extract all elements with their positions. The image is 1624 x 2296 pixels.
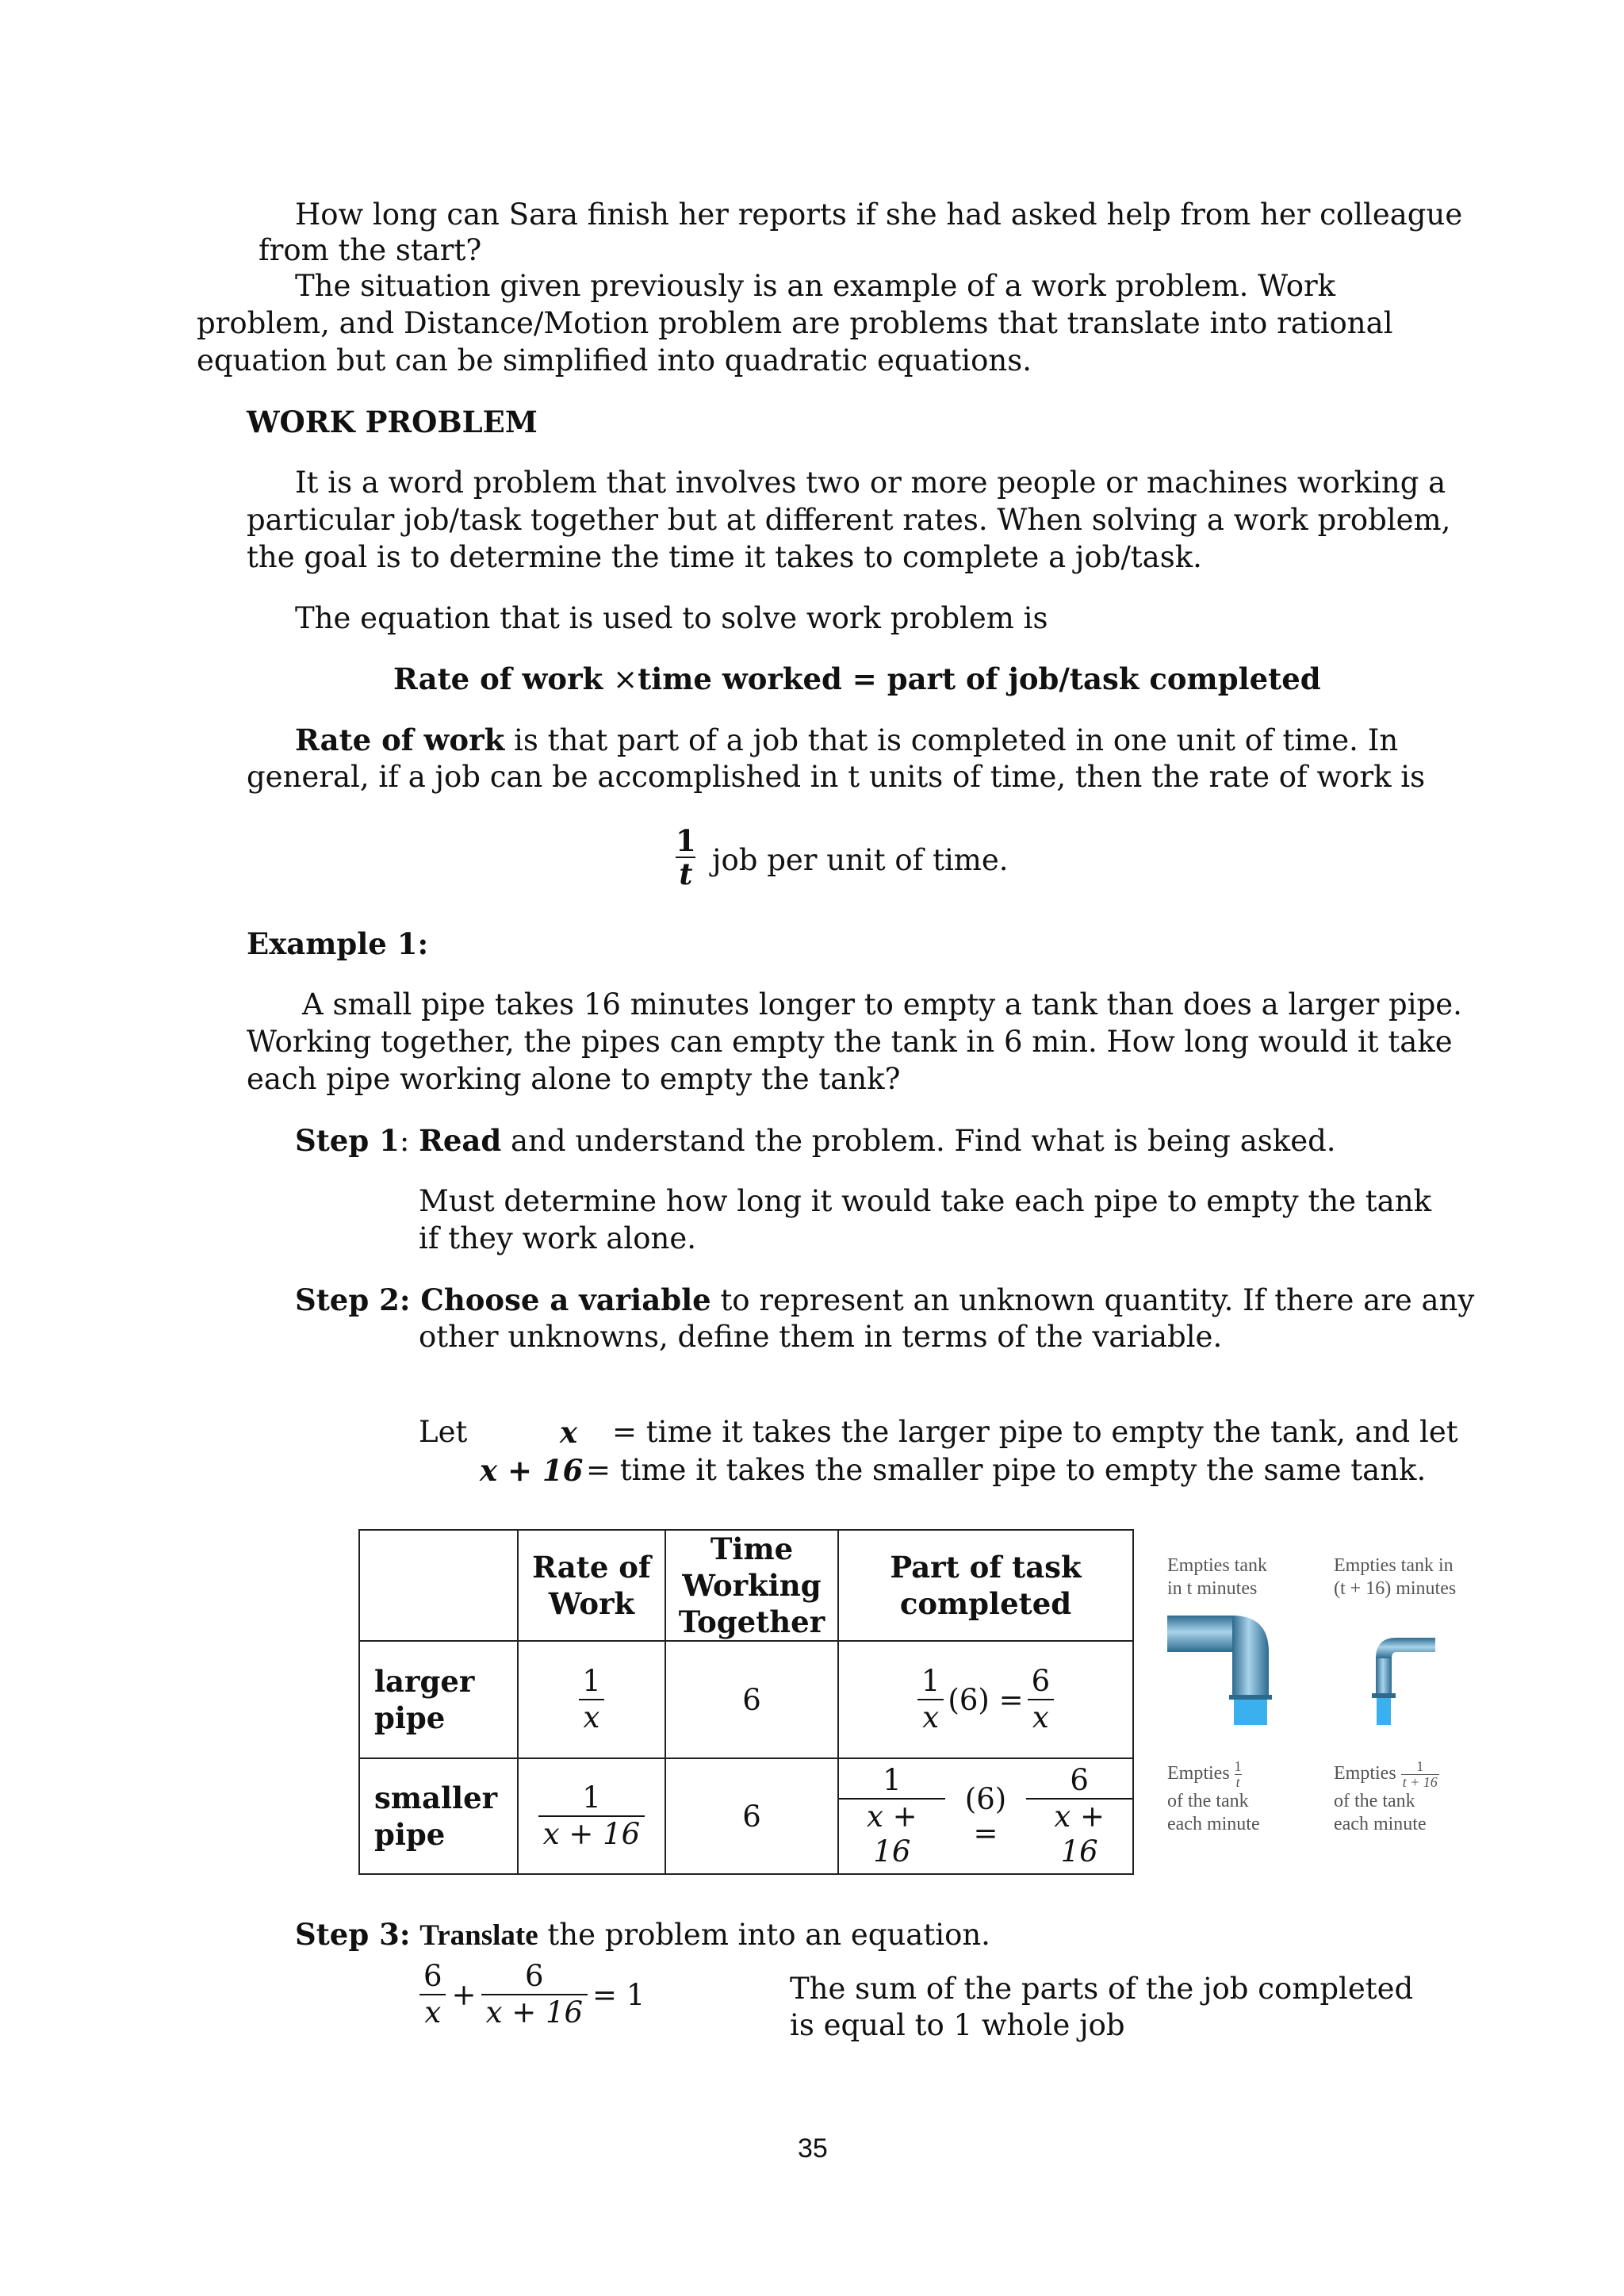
- header-rate: [518, 1530, 665, 1641]
- small-pipe-water: [1377, 1698, 1391, 1725]
- equation-fraction: [419, 1959, 447, 2030]
- caption-line: [1334, 1759, 1439, 1790]
- large-pipe-elbow: [1232, 1616, 1269, 1652]
- fraction-denominator: x: [917, 1699, 944, 1735]
- work-table: [358, 1529, 1134, 1875]
- rate-unit-text: job per unit of time.: [712, 843, 1009, 877]
- let-word: Let: [419, 1415, 468, 1449]
- fraction-denominator: x + 16: [1026, 1798, 1132, 1869]
- result-fraction: [1027, 1664, 1055, 1735]
- step3: [295, 1915, 990, 1955]
- smaller-pipe-part: [838, 1758, 1133, 1874]
- fraction-denominator: x + 16: [839, 1798, 945, 1869]
- equals-one: = 1: [592, 1977, 645, 2012]
- multiply-six: (6) =: [964, 1782, 1007, 1850]
- fraction-numerator: 1: [883, 1763, 902, 1797]
- rate-fraction: [577, 1664, 606, 1735]
- large-pipe-horizontal: [1167, 1616, 1232, 1652]
- fraction-numerator: 1: [1234, 1758, 1242, 1774]
- header-time-line: Working: [682, 1568, 822, 1603]
- part-fraction: [839, 1763, 945, 1869]
- row-label-smaller-pipe: [359, 1758, 518, 1874]
- fraction-numerator: 1: [1416, 1758, 1424, 1774]
- caption-line: of the tank: [1334, 1791, 1415, 1811]
- equation-intro: The equation that is used to solve work problem is: [295, 601, 1048, 635]
- caption-line: (t + 16) minutes: [1334, 1578, 1457, 1599]
- fraction-denominator: t + 16: [1402, 1774, 1438, 1790]
- fraction-numerator: 1: [676, 823, 696, 858]
- fraction-numerator: 6: [525, 1959, 544, 1993]
- large-pipe-icon: [1167, 1616, 1272, 1725]
- formula-left: Rate of work: [393, 661, 603, 696]
- equation-explanation: is equal to 1 whole job: [790, 2008, 1125, 2042]
- caption-fraction: [1401, 1759, 1439, 1790]
- step1-colon: :: [399, 1124, 410, 1158]
- fraction-denominator: x: [579, 1699, 605, 1735]
- caption-word: Empties: [1334, 1763, 1396, 1784]
- definition-line: It is a word problem that involves two or more people or machines working a: [295, 466, 1446, 500]
- header-rate-line: Work: [548, 1586, 635, 1621]
- plus-sign: +: [451, 1977, 477, 2012]
- row-label-line: larger: [374, 1664, 475, 1699]
- fraction-denominator: x + 16: [481, 1994, 588, 2030]
- pipe-figure: [1158, 1606, 1491, 1725]
- larger-pipe-part: [838, 1641, 1133, 1758]
- figure-caption: [1167, 1759, 1260, 1836]
- step1-keyword: Read: [419, 1123, 502, 1158]
- row-label-line: pipe: [374, 1700, 446, 1735]
- part-expression: [839, 1763, 1132, 1869]
- part-fraction: [917, 1664, 945, 1735]
- header-part-line: completed: [899, 1586, 1072, 1621]
- row-label-larger-pipe: [359, 1641, 518, 1758]
- caption-fraction: [1235, 1759, 1242, 1790]
- example-line: A small pipe takes 16 minutes longer to empty a tank than does a larger pipe.: [302, 987, 1462, 1022]
- fraction-numerator: 1: [582, 1664, 601, 1698]
- definition-line: particular job/task together but at different rates. When solving a work problem,: [247, 503, 1451, 537]
- header-part-line: Part of task: [890, 1550, 1082, 1585]
- fraction-numerator: 6: [1031, 1664, 1051, 1698]
- fraction-denominator: t: [1235, 1774, 1240, 1790]
- step1-label: Step 1: [295, 1123, 400, 1158]
- example-line: Working together, the pipes can empty the tank in 6 min. How long would it take: [247, 1025, 1453, 1059]
- fraction-denominator: x + 16: [538, 1815, 645, 1852]
- step3-keyword: Translate: [419, 1919, 538, 1952]
- variable-x-plus-16: x + 16: [480, 1453, 584, 1488]
- row-label-line: pipe: [374, 1817, 446, 1852]
- rate-definition: [295, 721, 1398, 760]
- rate-of-work-term: Rate of work: [295, 723, 505, 757]
- variable-x: x: [560, 1415, 578, 1450]
- work-formula: [393, 660, 1321, 699]
- step1-detail: if they work alone.: [419, 1221, 697, 1255]
- caption-word: Empties: [1167, 1763, 1230, 1784]
- step2-line: other unknowns, define them in terms of the variable.: [419, 1320, 1223, 1354]
- intro-line: from the start?: [259, 233, 482, 267]
- large-pipe-rim: [1229, 1695, 1272, 1700]
- rate-fraction: [672, 825, 699, 890]
- example-heading: Example 1:: [247, 926, 429, 961]
- small-pipe-vertical: [1376, 1658, 1392, 1695]
- small-pipe-icon: [1372, 1638, 1435, 1725]
- caption-line: [1167, 1759, 1260, 1790]
- step1-detail: Must determine how long it would take each pipe to empty the tank: [419, 1184, 1431, 1218]
- variable-definition: = time it takes the larger pipe to empty the tank, and let: [612, 1415, 1458, 1449]
- large-pipe-water: [1234, 1700, 1267, 1725]
- step2-text: to represent an unknown quantity. If there are any: [720, 1283, 1475, 1317]
- small-pipe-elbow: [1376, 1638, 1435, 1658]
- figure-caption: [1334, 1554, 1456, 1600]
- header-time-line: Together: [678, 1604, 825, 1639]
- multiply-six: (6) =: [948, 1682, 1024, 1717]
- caption-line: Empties tank in: [1334, 1555, 1454, 1576]
- figure-caption: [1334, 1759, 1439, 1836]
- fraction-denominator: t: [676, 857, 695, 890]
- times-sign: ×: [613, 662, 638, 696]
- definition-line: the goal is to determine the time it takes to complete a job/task.: [247, 540, 1202, 574]
- larger-pipe-time: 6: [665, 1641, 838, 1758]
- fraction-numerator: 1: [582, 1780, 601, 1815]
- caption-line: in t minutes: [1167, 1578, 1258, 1599]
- caption-line: Empties tank: [1167, 1555, 1267, 1576]
- part-expression: [917, 1664, 1055, 1735]
- final-equation: [419, 1959, 645, 2030]
- rate-definition-text: is that part of a job that is completed in one unit of time. In: [514, 723, 1399, 757]
- small-pipe-rim: [1372, 1693, 1396, 1698]
- equation-fraction: [481, 1959, 588, 2030]
- fraction-numerator: 6: [1070, 1763, 1089, 1797]
- work-problem-heading: WORK PROBLEM: [247, 404, 538, 439]
- variable-definition: = time it takes the smaller pipe to empty the same tank.: [586, 1453, 1427, 1487]
- step2: [295, 1281, 1474, 1320]
- fraction-denominator: x: [419, 1994, 446, 2030]
- intro-line: equation but can be simplified into quadratic equations.: [197, 343, 1032, 378]
- smaller-pipe-time: 6: [665, 1758, 838, 1874]
- large-pipe-vertical: [1232, 1652, 1269, 1696]
- header-part: [838, 1530, 1133, 1641]
- header-time: [665, 1530, 838, 1641]
- header-rate-line: Rate of: [532, 1550, 651, 1585]
- rate-fraction: [538, 1780, 645, 1852]
- formula-right: time worked = part of job/task completed: [638, 661, 1321, 696]
- fraction-denominator: x: [1028, 1699, 1054, 1735]
- step2-label: Step 2: Choose a variable: [295, 1282, 711, 1317]
- row-label-line: smaller: [374, 1780, 498, 1815]
- example-line: each pipe working alone to empty the tank?: [247, 1062, 901, 1096]
- fraction-numerator: 6: [423, 1959, 442, 1993]
- step3-text: the problem into an equation.: [547, 1918, 990, 1952]
- table-corner-cell: [359, 1530, 518, 1641]
- step1: [295, 1121, 1336, 1160]
- page-number: 35: [798, 2133, 828, 2164]
- step1-text: and understand the problem. Find what is being asked.: [511, 1124, 1336, 1158]
- figure-caption: [1167, 1554, 1267, 1600]
- intro-line: problem, and Distance/Motion problem are problems that translate into rational: [197, 306, 1393, 340]
- caption-line: each minute: [1167, 1814, 1260, 1834]
- caption-line: each minute: [1334, 1814, 1427, 1834]
- smaller-pipe-rate: [518, 1758, 665, 1874]
- rate-definition-line: general, if a job can be accomplished in t units of time, then the rate of work is: [247, 760, 1426, 794]
- intro-line: The situation given previously is an example of a work problem. Work: [295, 269, 1336, 303]
- caption-line: of the tank: [1167, 1791, 1249, 1811]
- header-time-line: Time: [710, 1531, 794, 1566]
- intro-line: How long can Sara finish her reports if she had asked help from her colleague: [295, 197, 1463, 232]
- fraction-numerator: 1: [921, 1664, 940, 1698]
- larger-pipe-rate: [518, 1641, 665, 1758]
- result-fraction: [1026, 1763, 1132, 1869]
- equation-explanation: The sum of the parts of the job completed: [790, 1972, 1414, 2006]
- step3-label: Step 3:: [295, 1917, 411, 1952]
